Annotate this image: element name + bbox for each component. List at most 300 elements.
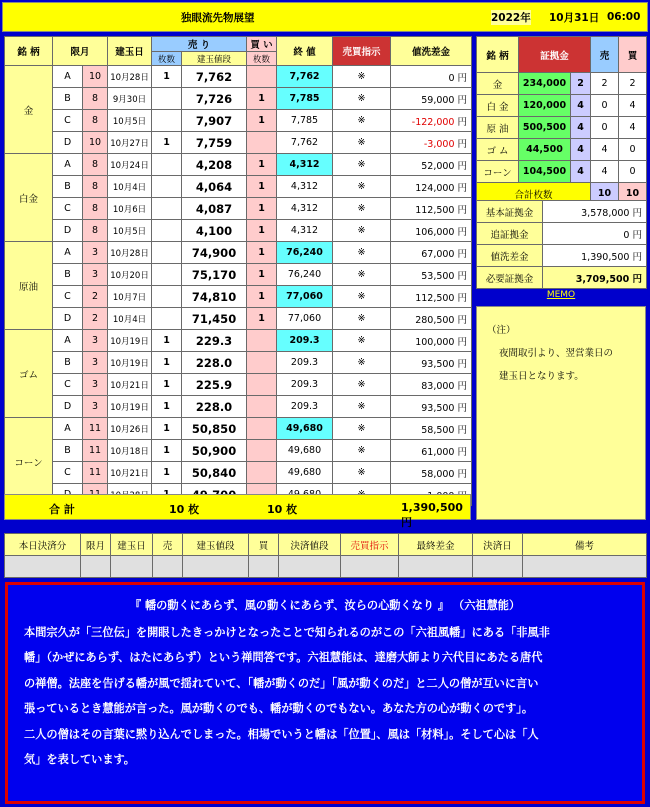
settlement-table — [4, 533, 647, 578]
pnl-cell — [391, 462, 472, 484]
entry-price: 228.0 — [182, 352, 247, 374]
contract-month: 2 — [83, 308, 108, 330]
buy-qty: 1 — [247, 242, 277, 264]
commodity-name: ゴム — [5, 330, 53, 418]
sell-qty — [152, 220, 182, 242]
signal-mark: ※ — [333, 330, 391, 352]
settlement-cell — [341, 556, 399, 578]
close-price: 77,060 — [277, 308, 333, 330]
summary-table — [476, 200, 647, 289]
sell-qty — [152, 286, 182, 308]
pnl-cell — [391, 154, 472, 176]
pnl-value: 93,500 — [421, 358, 455, 370]
settlement-cell — [183, 556, 249, 578]
entry-price: 4,208 — [182, 154, 247, 176]
margin-sell: 2 — [591, 73, 619, 95]
contract-month: 8 — [83, 198, 108, 220]
contract-label: A — [53, 66, 83, 88]
margin-brand: コーン — [477, 161, 519, 183]
table-row — [5, 286, 472, 308]
table-row — [5, 418, 472, 440]
entry-date: 10月5日 — [108, 110, 152, 132]
time: 06:00 — [607, 11, 641, 23]
summary-label: 値洗差金 — [477, 245, 543, 267]
settlement-cell — [111, 556, 153, 578]
entry-price: 225.9 — [182, 374, 247, 396]
close-price: 49,680 — [277, 418, 333, 440]
quote-line: 本間宗久が「三位伝」を開眼したきっかけとなったことで知られるのがこの「六祖風幡」にある「非風非 — [24, 625, 550, 639]
entry-price: 75,170 — [182, 264, 247, 286]
entry-date: 10月19日 — [108, 330, 152, 352]
sell-qty: 1 — [152, 132, 182, 154]
settlement-col: 売 — [153, 534, 183, 556]
buy-qty — [247, 330, 277, 352]
sell-qty — [152, 110, 182, 132]
margin-buy: 0 — [619, 139, 647, 161]
table-row — [5, 330, 472, 352]
buy-qty — [247, 352, 277, 374]
margin-qty: 4 — [571, 161, 591, 183]
table-row — [5, 88, 472, 110]
summary-label: 追証拠金 — [477, 223, 543, 245]
summary-label: 必要証拠金 — [477, 267, 543, 289]
margin-total-sell: 10 — [591, 183, 619, 205]
commodity-name: 原油 — [5, 242, 53, 330]
table-row — [5, 66, 472, 88]
settlement-col: 売買指示 — [341, 534, 399, 556]
commodity-name: 白金 — [5, 154, 53, 242]
yen-unit: 円 — [454, 380, 468, 392]
margin-row — [477, 161, 647, 183]
close-price: 209.3 — [277, 396, 333, 418]
sell-qty: 1 — [152, 440, 182, 462]
sell-qty: 1 — [152, 374, 182, 396]
contract-label: A — [53, 154, 83, 176]
memo-box — [476, 306, 646, 520]
contract-label: A — [53, 242, 83, 264]
year: 2022年 — [491, 11, 531, 24]
summary-row — [477, 201, 647, 223]
entry-date: 10月28日 — [108, 66, 152, 88]
contract-label: C — [53, 286, 83, 308]
entry-date: 10月19日 — [108, 396, 152, 418]
entry-price: 74,900 — [182, 242, 247, 264]
close-price: 49,680 — [277, 440, 333, 462]
buy-qty — [247, 374, 277, 396]
pnl-value: -3,000 — [423, 138, 455, 150]
yen-unit: 円 — [454, 468, 468, 480]
table-row — [5, 154, 472, 176]
settlement-cell — [81, 556, 111, 578]
margin-qty: 4 — [571, 117, 591, 139]
entry-date: 10月28日 — [108, 242, 152, 264]
entry-price: 4,087 — [182, 198, 247, 220]
margin-amount: 104,500 — [519, 161, 571, 183]
margin-col-sell: 売 — [591, 37, 619, 73]
contract-month: 8 — [83, 110, 108, 132]
page-title: 独眼流先物展望 — [181, 11, 255, 24]
table-row — [5, 242, 472, 264]
table-row — [5, 220, 472, 242]
pnl-value: 83,000 — [421, 380, 455, 392]
quote-title: 『 幡の動くにあらず、風の動くにあらず、汝らの心動くなり 』 （六祖慧能） — [129, 599, 521, 612]
yen-unit: 円 — [454, 424, 468, 436]
margin-buy: 0 — [619, 161, 647, 183]
margin-buy: 4 — [619, 117, 647, 139]
entry-price: 7,907 — [182, 110, 247, 132]
pnl-cell — [391, 176, 472, 198]
col-price: 建玉値段 — [182, 52, 247, 66]
settlement-col: 備考 — [523, 534, 647, 556]
settlement-col: 限月 — [81, 534, 111, 556]
margin-brand: 金 — [477, 73, 519, 95]
close-price: 209.3 — [277, 330, 333, 352]
margin-amount: 234,000 — [519, 73, 571, 95]
contract-label: C — [53, 110, 83, 132]
buy-qty: 1 — [247, 198, 277, 220]
yen-unit: 円 — [454, 94, 468, 106]
contract-month: 8 — [83, 88, 108, 110]
sell-qty — [152, 308, 182, 330]
close-price: 7,762 — [277, 66, 333, 88]
pnl-cell — [391, 198, 472, 220]
entry-price: 7,759 — [182, 132, 247, 154]
sell-qty — [152, 154, 182, 176]
contract-month: 3 — [83, 330, 108, 352]
yen-unit: 円 — [454, 292, 468, 304]
contract-label: B — [53, 88, 83, 110]
pnl-cell — [391, 264, 472, 286]
contract-label: B — [53, 176, 83, 198]
buy-qty: 1 — [247, 308, 277, 330]
yen-unit: 円 — [454, 446, 468, 458]
entry-date: 10月27日 — [108, 132, 152, 154]
pnl-value: 59,000 — [421, 94, 455, 106]
close-price: 7,785 — [277, 110, 333, 132]
contract-month: 2 — [83, 286, 108, 308]
pnl-cell — [391, 242, 472, 264]
buy-qty: 1 — [247, 110, 277, 132]
pnl-cell — [391, 66, 472, 88]
col-sell: 売 り — [152, 37, 247, 52]
pnl-value: 58,500 — [421, 424, 455, 436]
contract-label: C — [53, 462, 83, 484]
yen-unit: 円 — [454, 138, 468, 150]
signal-mark: ※ — [333, 242, 391, 264]
col-sell-qty: 枚数 — [152, 52, 182, 66]
quote-line: 幡」（かぜにあらず、はたにあらず）という禅問答です。六祖慧能は、達磨大師より六代目にあたる唐代 — [24, 651, 543, 664]
settlement-cell — [399, 556, 473, 578]
contract-month: 3 — [83, 396, 108, 418]
margin-amount: 44,500 — [519, 139, 571, 161]
entry-date: 10月21日 — [108, 462, 152, 484]
signal-mark: ※ — [333, 308, 391, 330]
buy-qty — [247, 462, 277, 484]
positions-table — [4, 36, 472, 506]
close-price: 49,680 — [277, 462, 333, 484]
contract-month: 3 — [83, 352, 108, 374]
pnl-value: 106,000 — [415, 226, 455, 238]
margin-amount: 500,500 — [519, 117, 571, 139]
pnl-value: 52,000 — [421, 160, 455, 172]
margin-qty: 4 — [571, 139, 591, 161]
sell-qty — [152, 264, 182, 286]
memo-title[interactable]: MEMO — [546, 290, 576, 300]
settlement-col: 決済日 — [473, 534, 523, 556]
pnl-value: 67,000 — [421, 248, 455, 260]
margin-total-label: 合計枚数 — [477, 183, 591, 205]
total-sell: 10 枚 — [169, 503, 200, 516]
contract-label: D — [53, 308, 83, 330]
col-buy: 買 い — [247, 37, 277, 52]
margin-row — [477, 139, 647, 161]
contract-label: D — [53, 396, 83, 418]
margin-buy: 4 — [619, 95, 647, 117]
contract-month: 11 — [83, 462, 108, 484]
col-signal: 売買指示 — [333, 37, 391, 66]
sell-qty: 1 — [152, 66, 182, 88]
total-amount: 1,390,500 円 — [401, 501, 463, 529]
yen-unit: 円 — [454, 204, 468, 216]
settlement-cell — [473, 556, 523, 578]
pnl-value: 93,500 — [421, 402, 455, 414]
table-row — [5, 352, 472, 374]
col-diff: 値洗差金 — [391, 37, 472, 66]
margin-amount: 120,000 — [519, 95, 571, 117]
close-price: 7,785 — [277, 88, 333, 110]
commodity-name: 金 — [5, 66, 53, 154]
margin-col-brand: 銘 柄 — [477, 37, 519, 73]
table-row — [5, 462, 472, 484]
memo-line: 建玉日となります。 — [499, 371, 584, 382]
settlement-col: 決済値段 — [279, 534, 341, 556]
table-row — [5, 264, 472, 286]
signal-mark: ※ — [333, 154, 391, 176]
contract-label: C — [53, 374, 83, 396]
signal-mark: ※ — [333, 110, 391, 132]
yen-unit: 円 — [454, 402, 468, 414]
contract-month: 11 — [83, 418, 108, 440]
yen-unit: 円 — [454, 116, 468, 128]
pnl-cell — [391, 418, 472, 440]
signal-mark: ※ — [333, 66, 391, 88]
col-brand: 銘 柄 — [5, 37, 53, 66]
settlement-col: 買 — [249, 534, 279, 556]
contract-month: 3 — [83, 242, 108, 264]
entry-price: 74,810 — [182, 286, 247, 308]
margin-row — [477, 95, 647, 117]
yen-unit: 円 — [454, 182, 468, 194]
buy-qty — [247, 418, 277, 440]
entry-price: 4,064 — [182, 176, 247, 198]
signal-mark: ※ — [333, 176, 391, 198]
margin-sell: 4 — [591, 139, 619, 161]
sell-qty: 1 — [152, 418, 182, 440]
margin-qty: 2 — [571, 73, 591, 95]
total-label: 合 計 — [49, 503, 75, 516]
close-price: 4,312 — [277, 154, 333, 176]
close-price: 4,312 — [277, 176, 333, 198]
pnl-cell — [391, 308, 472, 330]
signal-mark: ※ — [333, 264, 391, 286]
signal-mark: ※ — [333, 440, 391, 462]
table-row — [5, 198, 472, 220]
contract-month: 10 — [83, 66, 108, 88]
pnl-cell — [391, 440, 472, 462]
summary-row — [477, 267, 647, 289]
margin-row — [477, 117, 647, 139]
close-price: 4,312 — [277, 198, 333, 220]
signal-mark: ※ — [333, 374, 391, 396]
entry-date: 10月20日 — [108, 264, 152, 286]
buy-qty: 1 — [247, 154, 277, 176]
contract-label: B — [53, 440, 83, 462]
yen-unit: 円 — [454, 314, 468, 326]
margin-sell: 4 — [591, 161, 619, 183]
table-row — [5, 132, 472, 154]
contract-month: 10 — [83, 132, 108, 154]
signal-mark: ※ — [333, 286, 391, 308]
entry-price: 50,850 — [182, 418, 247, 440]
quote-line: の禅僧。法座を告げる幡が風で揺れていて、「幡が動くのだ」「風が動くのだ」と二人の僧が互いに言い — [24, 676, 539, 690]
entry-date: 10月4日 — [108, 308, 152, 330]
margin-col-buy: 買 — [619, 37, 647, 73]
margin-qty: 4 — [571, 95, 591, 117]
buy-qty: 1 — [247, 220, 277, 242]
settlement-col: 建玉日 — [111, 534, 153, 556]
settlement-col: 本日決済分 — [5, 534, 81, 556]
close-price: 7,762 — [277, 132, 333, 154]
signal-mark: ※ — [333, 352, 391, 374]
entry-price: 71,450 — [182, 308, 247, 330]
total-row — [4, 494, 471, 529]
date: 10月31日 — [549, 11, 600, 24]
memo-line: 夜間取引より、翌営業日の — [499, 348, 614, 359]
settlement-cell — [5, 556, 81, 578]
col-buy-qty: 枚数 — [247, 52, 277, 66]
yen-unit: 円 — [454, 336, 468, 348]
entry-price: 50,840 — [182, 462, 247, 484]
margin-row — [477, 73, 647, 95]
signal-mark: ※ — [333, 462, 391, 484]
entry-date: 10月21日 — [108, 374, 152, 396]
margin-total-buy: 10 — [619, 183, 647, 205]
settlement-col: 最終差金 — [399, 534, 473, 556]
contract-label: A — [53, 418, 83, 440]
settlement-cell — [153, 556, 183, 578]
margin-sell: 0 — [591, 117, 619, 139]
pnl-value: 112,500 — [415, 204, 455, 216]
contract-month: 3 — [83, 374, 108, 396]
settlement-cell — [279, 556, 341, 578]
buy-qty: 1 — [247, 286, 277, 308]
sell-qty — [152, 242, 182, 264]
quote-line: 張っているとき慧能が言った。風が動くのでも、幡が動くのでもない。あなた方の心が動くのです」。 — [24, 702, 534, 715]
pnl-value: -122,000 — [411, 116, 455, 128]
contract-month: 8 — [83, 220, 108, 242]
close-price: 209.3 — [277, 374, 333, 396]
memo-line: （注） — [487, 325, 516, 336]
yen-unit: 円 — [454, 358, 468, 370]
margin-brand: ゴ ム — [477, 139, 519, 161]
contract-month: 8 — [83, 154, 108, 176]
sell-qty: 1 — [152, 396, 182, 418]
quote-line: 気」を表しています。 — [24, 753, 135, 766]
pnl-value: 0 — [448, 72, 455, 84]
sell-qty: 1 — [152, 352, 182, 374]
summary-label: 基本証拠金 — [477, 201, 543, 223]
pnl-value: 112,500 — [415, 292, 455, 304]
buy-qty: 1 — [247, 88, 277, 110]
signal-mark: ※ — [333, 198, 391, 220]
yen-unit: 円 — [454, 270, 468, 282]
contract-label: C — [53, 198, 83, 220]
signal-mark: ※ — [333, 396, 391, 418]
yen-unit: 円 — [454, 248, 468, 260]
table-row — [5, 374, 472, 396]
margin-table — [476, 36, 647, 205]
signal-mark: ※ — [333, 220, 391, 242]
col-close: 終 値 — [277, 37, 333, 66]
contract-label: A — [53, 330, 83, 352]
pnl-cell — [391, 132, 472, 154]
table-row — [5, 110, 472, 132]
total-buy: 10 枚 — [267, 503, 298, 516]
contract-label: B — [53, 264, 83, 286]
settlement-cell — [523, 556, 647, 578]
yen-unit: 円 — [454, 226, 468, 238]
quote-box — [5, 582, 645, 804]
sell-qty — [152, 176, 182, 198]
close-price: 76,240 — [277, 264, 333, 286]
contract-label: B — [53, 352, 83, 374]
margin-brand: 原 油 — [477, 117, 519, 139]
entry-date: 10月6日 — [108, 198, 152, 220]
col-date: 建玉日 — [108, 37, 152, 66]
yen-unit: 円 — [454, 160, 468, 172]
buy-qty — [247, 66, 277, 88]
pnl-value: 100,000 — [415, 336, 455, 348]
entry-price: 7,726 — [182, 88, 247, 110]
table-row — [5, 308, 472, 330]
margin-buy: 2 — [619, 73, 647, 95]
sell-qty — [152, 198, 182, 220]
entry-date: 10月19日 — [108, 352, 152, 374]
margin-brand: 白 金 — [477, 95, 519, 117]
summary-row — [477, 223, 647, 245]
pnl-cell — [391, 352, 472, 374]
pnl-cell — [391, 220, 472, 242]
summary-value: 0 円 — [543, 223, 647, 245]
contract-month: 11 — [83, 440, 108, 462]
sell-qty: 1 — [152, 462, 182, 484]
pnl-cell — [391, 374, 472, 396]
pnl-value: 124,000 — [415, 182, 455, 194]
quote-line: 二人の僧はその言葉に黙り込んでしまった。相場でいうと幡は「位置」、風は「材料」。そして心は「人 — [24, 727, 539, 741]
signal-mark: ※ — [333, 88, 391, 110]
table-row — [5, 440, 472, 462]
entry-date: 10月24日 — [108, 154, 152, 176]
title-bar — [2, 2, 648, 32]
close-price: 209.3 — [277, 352, 333, 374]
entry-date: 10月26日 — [108, 418, 152, 440]
settlement-col: 建玉値段 — [183, 534, 249, 556]
pnl-cell — [391, 286, 472, 308]
entry-price: 4,100 — [182, 220, 247, 242]
col-month: 限月 — [53, 37, 108, 66]
contract-label: D — [53, 220, 83, 242]
contract-month: 8 — [83, 176, 108, 198]
